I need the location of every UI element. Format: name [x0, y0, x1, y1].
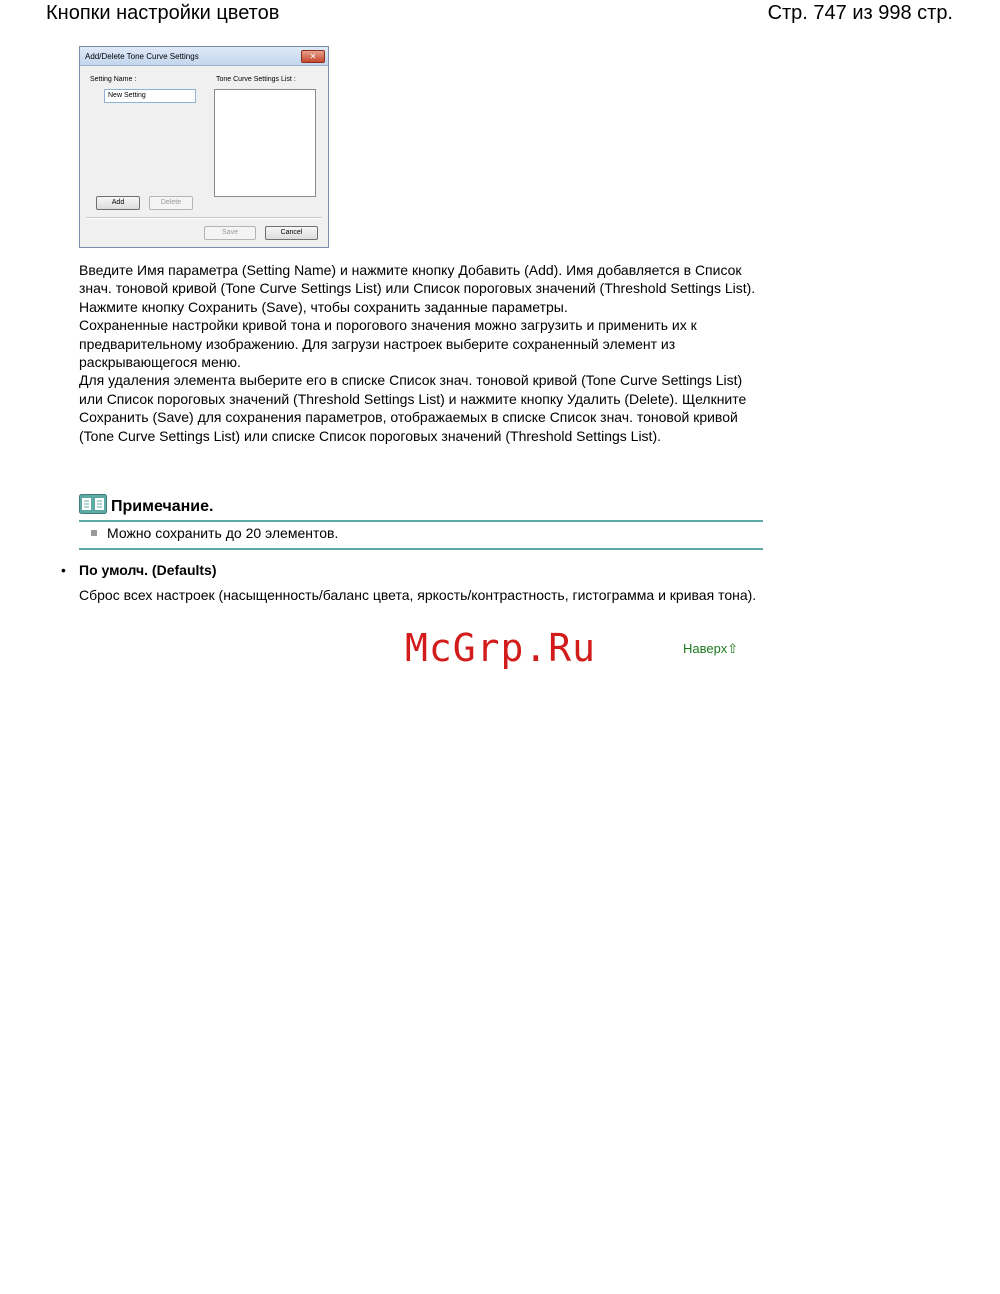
open-book-icon: [79, 494, 107, 514]
save-button[interactable]: Save: [204, 226, 256, 240]
close-icon[interactable]: ✕: [301, 50, 325, 63]
dialog-separator: [86, 217, 322, 219]
setting-name-input[interactable]: New Setting: [104, 89, 196, 103]
page-counter: Стр. 747 из 998 стр.: [767, 2, 953, 24]
tone-curve-settings-list[interactable]: [214, 89, 316, 197]
settings-list-label: Tone Curve Settings List :: [216, 76, 296, 83]
page-title: Кнопки настройки цветов: [46, 2, 280, 24]
defaults-heading: По умолч. (Defaults): [79, 562, 217, 578]
square-bullet-icon: [91, 530, 97, 536]
instructions-text: [79, 261, 759, 445]
paragraph: Сохраненные настройки кривой тона и порогового значения можно загрузить и применить их к предварительному изображению. Для загрузи настроек выберите сохраненный элемент из раскрывающегося меню.: [79, 317, 697, 371]
paragraph: Введите Имя параметра (Setting Name) и нажмите кнопку Добавить (Add). Имя добавляется в Список знач. тоновой кривой (Tone Curve Settings List) или Список пороговых значений (Threshold Settings List).: [79, 262, 756, 297]
cancel-button[interactable]: Cancel: [265, 226, 318, 240]
watermark-logo: McGrp.Ru: [405, 626, 597, 670]
bullet-icon: •: [61, 562, 66, 578]
note-item-text: Можно сохранить до 20 элементов.: [107, 525, 339, 541]
setting-name-label: Setting Name :: [90, 76, 137, 83]
dialog-title: Add/Delete Tone Curve Settings: [85, 52, 199, 61]
delete-button[interactable]: Delete: [149, 196, 193, 210]
tone-curve-dialog-screenshot: [79, 46, 329, 248]
note-item: [91, 525, 338, 541]
paragraph: Для удаления элемента выберите его в списке Список знач. тоновой кривой (Tone Curve Settings List) или Список пороговых значений (Threshold Settings List) и нажмите кнопку Удалить (Delete). Щелкните Сохранить (Save) для сохранения параметров, отображаемых в списке Список знач. тоновой кривой (Tone Curve Settings List) или списке Список пороговых значений (Threshold Settings List).: [79, 372, 747, 444]
note-title: Примечание.: [111, 498, 214, 515]
note-header: [79, 494, 763, 522]
dialog-titlebar: [80, 47, 328, 66]
add-button[interactable]: Add: [96, 196, 140, 210]
note-divider: [79, 548, 763, 550]
defaults-description: Сброс всех настроек (насыщенность/баланс цвета, яркость/контрастность, гистограмма и кривая тона).: [79, 587, 757, 603]
back-to-top-link[interactable]: Наверх⇧: [683, 641, 739, 656]
paragraph: Нажмите кнопку Сохранить (Save), чтобы сохранить заданные параметры.: [79, 298, 568, 315]
